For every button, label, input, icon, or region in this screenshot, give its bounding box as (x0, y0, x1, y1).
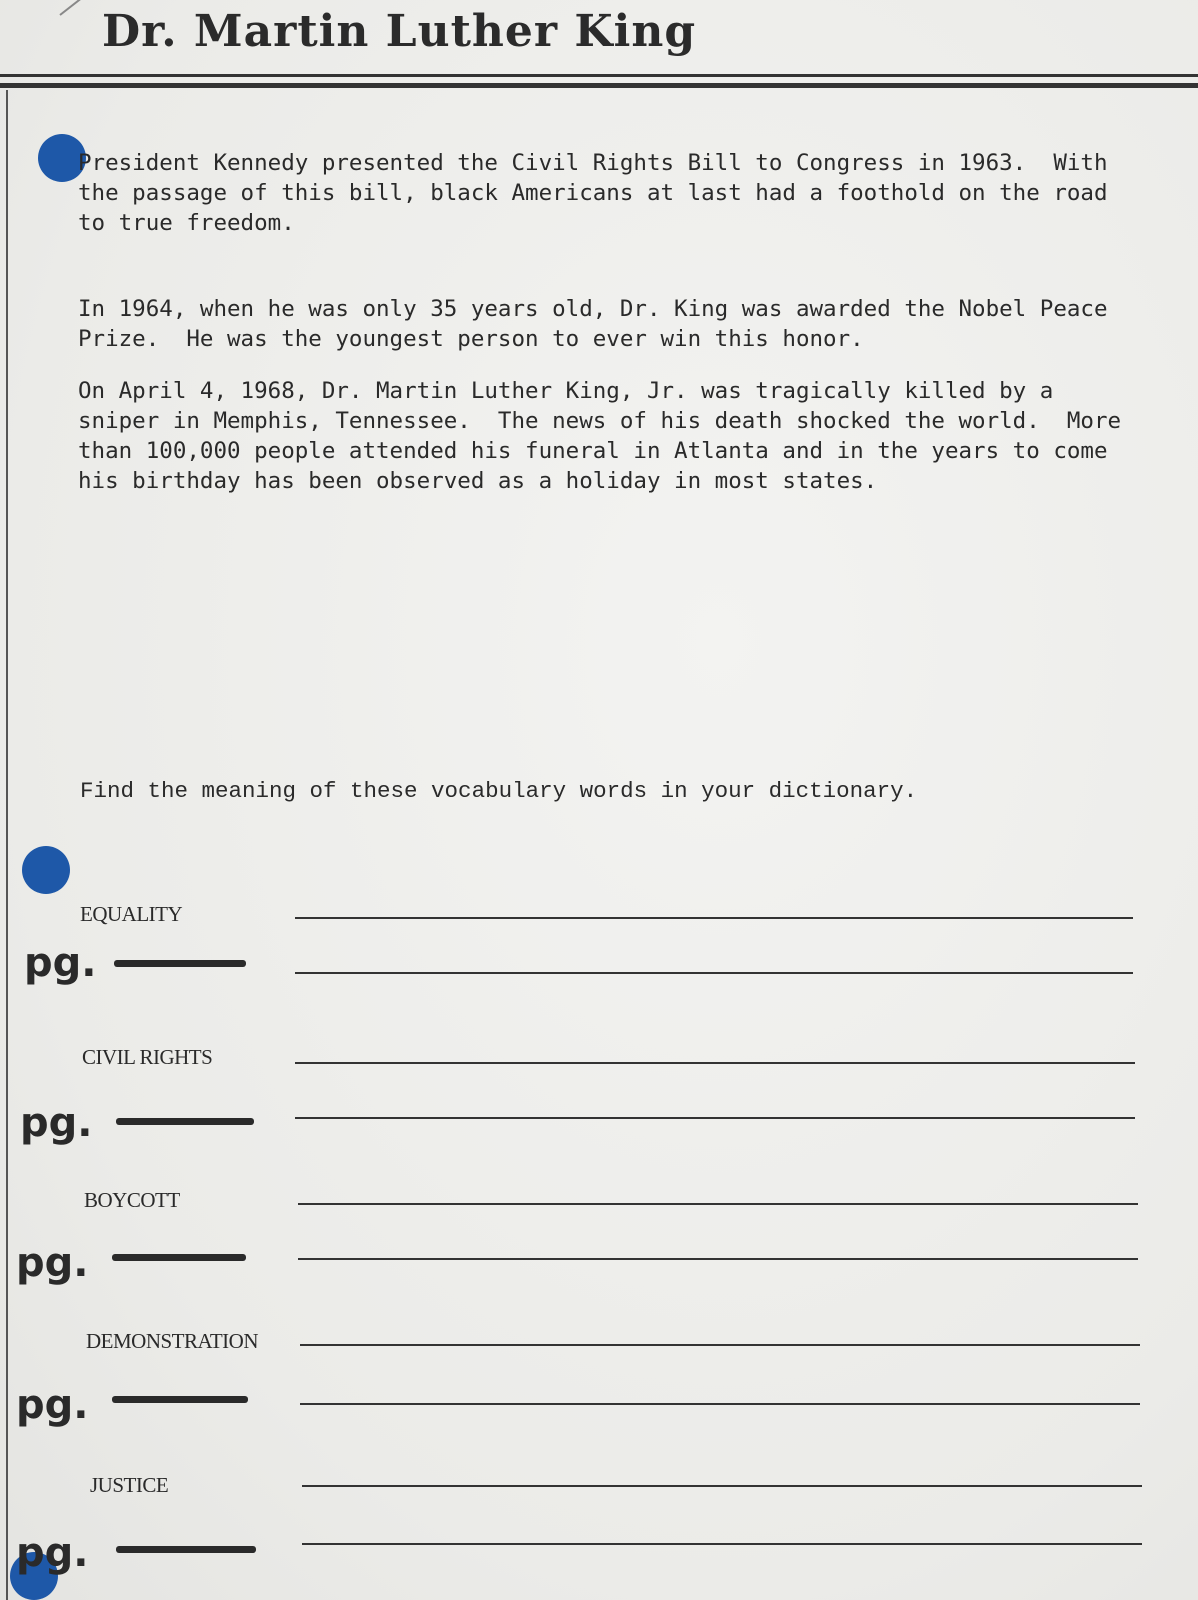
vocabulary-instructions: Find the meaning of these vocabulary words in your dictionary. (80, 778, 918, 804)
definition-line[interactable] (295, 972, 1133, 974)
definition-line[interactable] (300, 1403, 1140, 1405)
definition-line[interactable] (300, 1344, 1140, 1346)
definition-line[interactable] (298, 1203, 1138, 1205)
page-label: pg. (24, 940, 97, 986)
page-edge (6, 90, 8, 1600)
definition-line[interactable] (295, 1062, 1135, 1064)
page-number-blank[interactable] (112, 1254, 246, 1261)
vocab-word: CIVIL RIGHTS (82, 1045, 213, 1069)
page-label: pg. (16, 1530, 89, 1576)
page-label: pg. (20, 1100, 93, 1146)
definition-line[interactable] (302, 1485, 1142, 1487)
title-rule-bottom (0, 83, 1198, 88)
page-number-blank[interactable] (112, 1396, 248, 1403)
punch-hole (22, 846, 70, 894)
page-number-blank[interactable] (114, 960, 246, 967)
paragraph-assassination: On April 4, 1968, Dr. Martin Luther King, Jr. was tragically killed by a sniper in Memphis, Tennessee. The news of his death shocked the world. More than 100,000 people attended his funeral in Atlanta and in the years to come his birthday has been observed as a holiday in most states. (78, 378, 1122, 494)
paragraph-nobel-prize: In 1964, when he was only 35 years old, Dr. King was awarded the Nobel Peace Prize. He was the youngest person to ever win this honor. (78, 296, 1108, 352)
page-number-blank[interactable] (116, 1118, 254, 1125)
definition-line[interactable] (295, 917, 1133, 919)
vocab-word: DEMONSTRATION (86, 1329, 258, 1353)
definition-line[interactable] (302, 1543, 1142, 1545)
vocab-word: JUSTICE (90, 1473, 169, 1497)
title-rule-top (0, 74, 1198, 77)
paragraph-civil-rights-bill: President Kennedy presented the Civil Rights Bill to Congress in 1963. With the passage of this bill, black Americans at last had a foothold on the road to true freedom. (78, 150, 1108, 236)
page-label: pg. (16, 1382, 89, 1428)
definition-line[interactable] (298, 1258, 1138, 1260)
vocab-word: BOYCOTT (84, 1188, 180, 1212)
definition-line[interactable] (295, 1117, 1135, 1119)
page-label: pg. (16, 1240, 89, 1286)
page-number-blank[interactable] (116, 1546, 256, 1553)
vocab-word: EQUALITY (80, 902, 183, 926)
page-title: Dr. Martin Luther King (102, 6, 697, 57)
